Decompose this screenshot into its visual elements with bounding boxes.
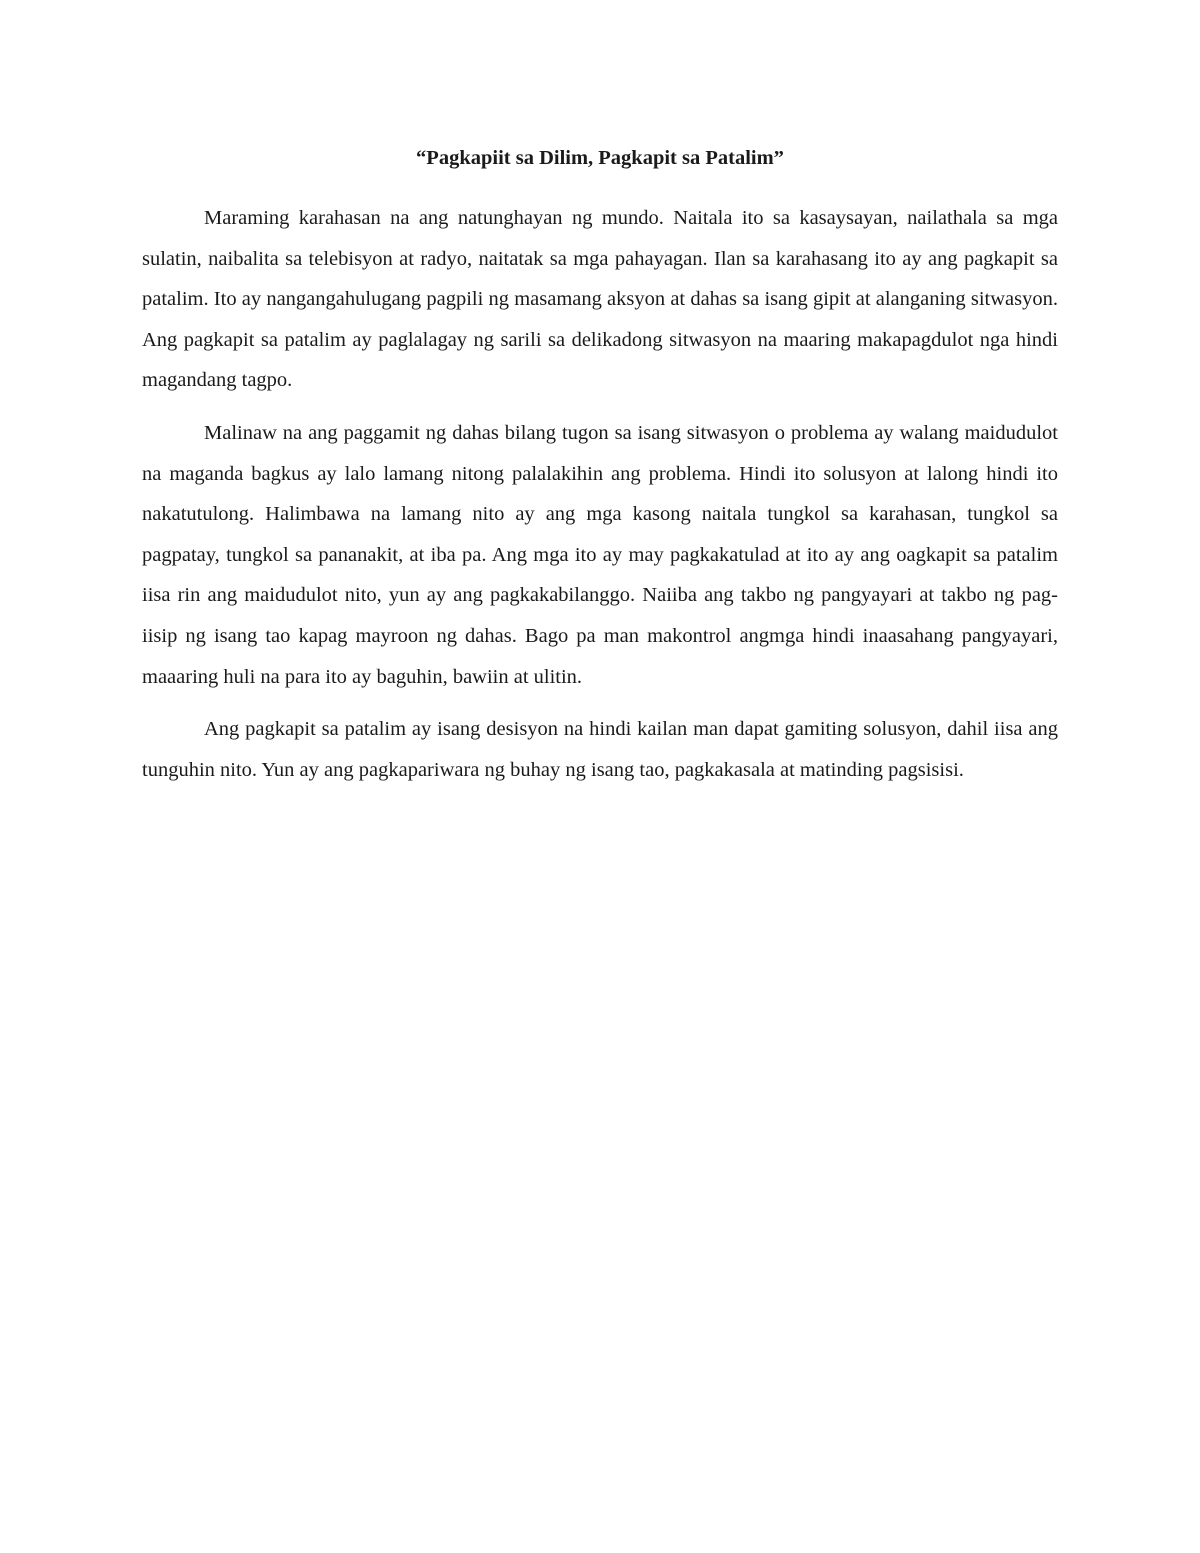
paragraph-2: Malinaw na ang paggamit ng dahas bilang tugon sa isang sitwasyon o problema ay walang maidudulot na maganda bagkus ay lalo lamang nitong palalakihin ang problema. Hindi ito solusyon at lalong hindi ito nakatutulong. Halimbawa na lamang nito ay ang mga kasong naitala tungkol sa karahasan, tungkol sa pagpatay, tungkol sa pananakit, at iba pa. Ang mga ito ay may pagkakatulad at ito ay ang oagkapit sa patalim iisa rin ang maidudulot nito, yun ay ang pagkakabilanggo. Naiiba ang takbo ng pangyayari at takbo ng pag-iisip ng isang tao kapag mayroon ng dahas. Bago pa man makontrol angmga hindi inaasahang pangyayari, maaaring huli na para ito ay baguhin, bawiin at ulitin. <box>142 421 1058 688</box>
document-title: “Pagkapiit sa Dilim, Pagkapit sa Patalim” <box>416 147 784 169</box>
paragraph-1: Maraming karahasan na ang natunghayan ng mundo. Naitala ito sa kasaysayan, nailathala sa mga sulatin, naibalita sa telebisyon at radyo, naitatak sa mga pahayagan. Ilan sa karahasang ito ay ang pagkapit sa patalim. Ito ay nangangahulugang pagpili ng masamang aksyon at dahas sa isang gipit at alanganing sitwasyon. Ang pagkapit sa patalim ay paglalagay ng sarili sa delikadong sitwasyon na maaring makapagdulot nga hindi magandang tagpo. <box>142 207 1058 392</box>
paragraph-3: Ang pagkapit sa patalim ay isang desisyon na hindi kailan man dapat gamiting solusyon, dahil iisa ang tunguhin nito. Yun ay ang pagkapariwara ng buhay ng isang tao, pagkakasala at matinding pagsisisi. <box>142 718 1058 781</box>
document-body <box>142 140 1058 802</box>
